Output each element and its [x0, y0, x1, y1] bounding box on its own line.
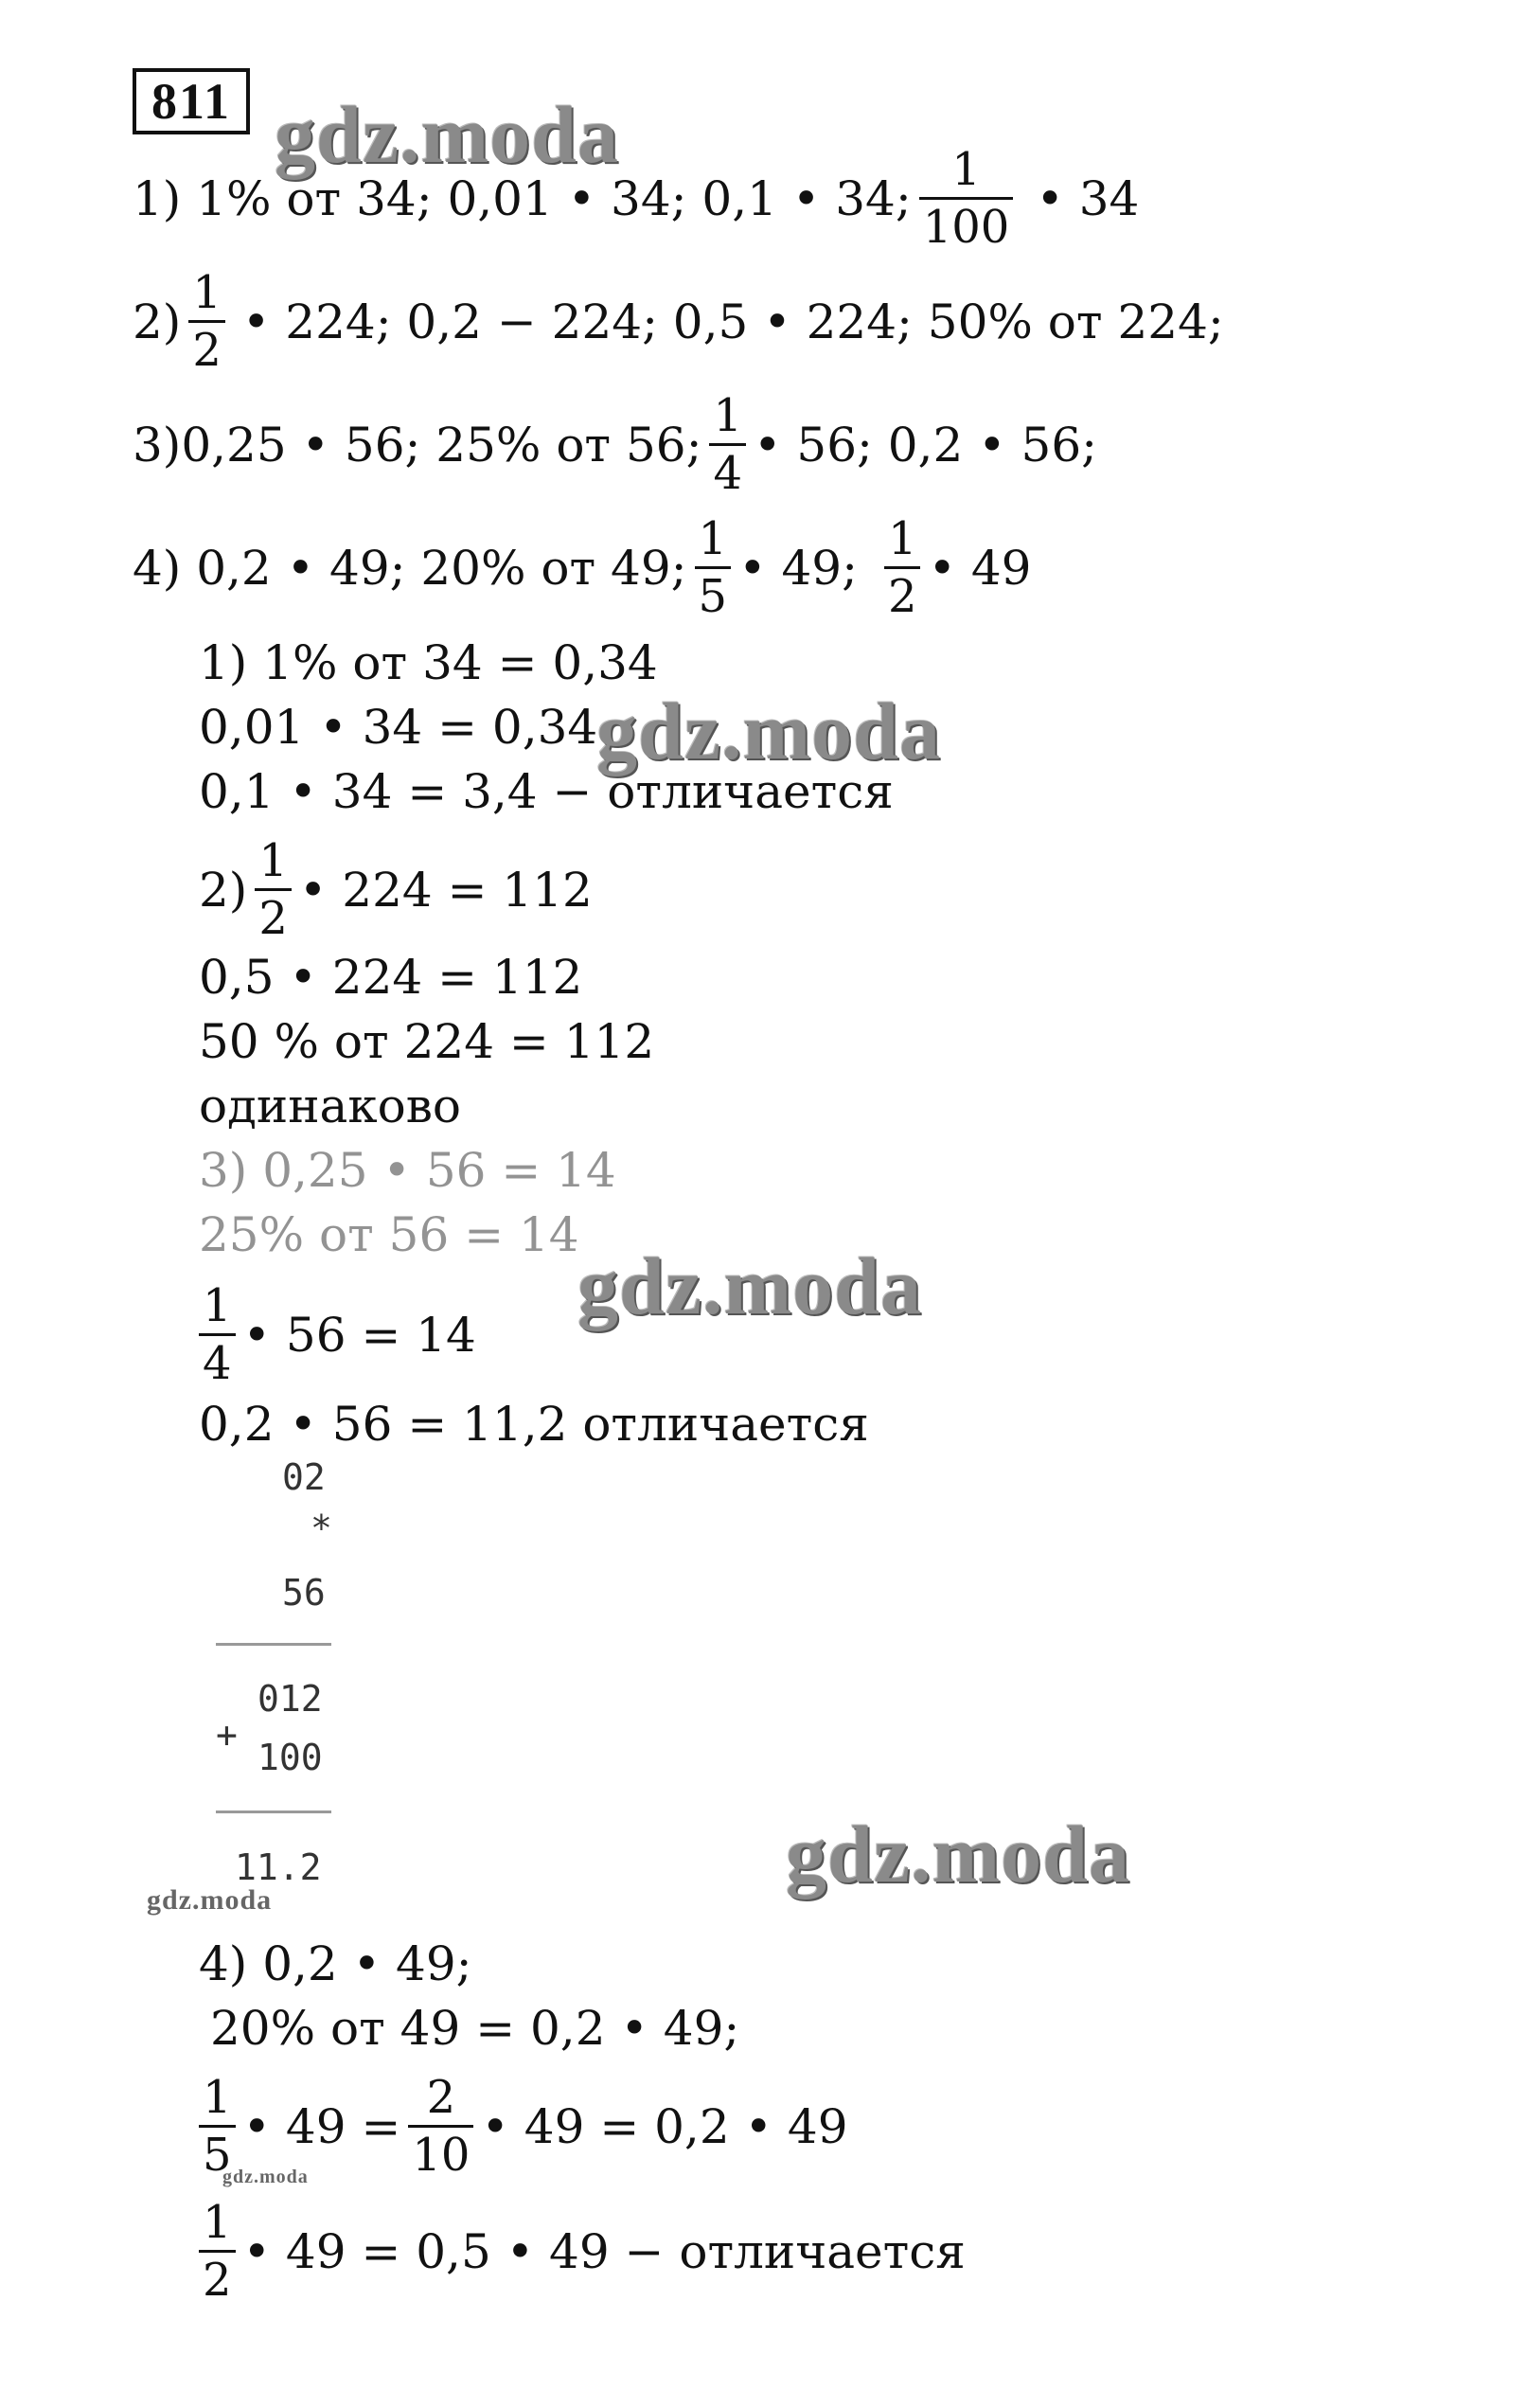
numerator: 1 [887, 512, 917, 565]
task-3-tail: • 56; 0,2 • 56; [754, 417, 1098, 473]
task-2-lead: 2) [133, 294, 182, 349]
watermark-tiny: gdz.moda [222, 2167, 309, 2187]
solution-3b: 25% от 56 = 14 [199, 1207, 579, 1262]
solution-2c: 50 % от 224 = 112 [199, 1014, 655, 1069]
fraction [709, 388, 746, 501]
numerator: 1 [203, 1279, 232, 1332]
solution-3c [199, 1278, 476, 1391]
solution-1b: 0,01 • 34 = 0,34 [199, 700, 598, 755]
fraction [255, 833, 292, 946]
task-1 [133, 142, 1139, 255]
solution-3d: 0,2 • 56 = 11,2 отличается [199, 1397, 869, 1452]
numerator: 1 [192, 266, 222, 319]
solution-1c: 0,1 • 34 = 3,4 − отличается [199, 764, 894, 819]
column-plus: + [216, 1714, 238, 1756]
fraction [199, 1278, 236, 1391]
task-3 [133, 388, 1097, 501]
solution-3a: 3) 0,25 • 56 = 14 [199, 1143, 616, 1198]
problem-number: 811 [133, 68, 250, 134]
numerator: 1 [713, 389, 742, 442]
numerator: 1 [203, 2071, 232, 2124]
numerator: 1 [203, 2196, 232, 2249]
watermark: gdz.moda [786, 1809, 1130, 1900]
solution-2a [199, 833, 593, 946]
task-4-mid: • 49; [738, 540, 858, 596]
denominator: 5 [698, 570, 728, 623]
watermark: gdz.moda [577, 1240, 922, 1331]
solution-2d: одинаково [199, 1079, 461, 1133]
solution-4c-mid: • 49 = [242, 2098, 401, 2154]
solution-2a-lead: 2) [199, 862, 248, 918]
denominator: 2 [258, 892, 288, 945]
fraction [199, 2070, 236, 2183]
column-operator: * [311, 1507, 332, 1549]
denominator: 4 [713, 447, 742, 500]
numerator: 1 [951, 143, 981, 196]
denominator: 4 [203, 1337, 232, 1390]
solution-4c-tail: • 49 = 0,2 • 49 [481, 2098, 848, 2154]
column-row-3: 56 [282, 1572, 326, 1614]
solution-4c [199, 2070, 848, 2183]
fraction [199, 2195, 236, 2308]
solution-4d [199, 2195, 966, 2308]
watermark: gdz.moda [275, 89, 619, 180]
task-1-tail: • 34 [1036, 170, 1140, 226]
task-4-tail: • 49 [928, 540, 1032, 596]
watermark: gdz.moda [596, 686, 941, 776]
task-2-tail: • 224; 0,2 − 224; 0,5 • 224; 50% от 224; [241, 294, 1224, 349]
fraction [695, 511, 732, 624]
solution-1a: 1) 1% от 34 = 0,34 [199, 635, 658, 690]
fraction [408, 2070, 473, 2183]
denominator: 2 [203, 2254, 232, 2307]
solution-2b: 0,5 • 224 = 112 [199, 950, 583, 1005]
denominator: 100 [922, 201, 1010, 254]
denominator: 2 [887, 570, 917, 623]
numerator: 1 [258, 834, 288, 887]
fraction [188, 265, 225, 378]
numerator: 2 [426, 2071, 456, 2124]
column-row-4: 012 [257, 1678, 323, 1720]
solution-4d-tail: • 49 = 0,5 • 49 − отличается [242, 2223, 966, 2279]
task-4 [133, 511, 1032, 624]
column-divider [216, 1810, 331, 1813]
denominator: 2 [192, 324, 222, 377]
column-row-5: 100 [257, 1737, 323, 1778]
solution-2a-tail: • 224 = 112 [298, 862, 593, 918]
watermark-small: gdz.moda [147, 1884, 273, 1916]
task-4-lead: 4) 0,2 • 49; 20% от 49; [133, 540, 687, 596]
task-3-lead: 3)0,25 • 56; 25% от 56; [133, 417, 702, 473]
task-2 [133, 265, 1224, 378]
solution-4b: 20% от 49 = 0,2 • 49; [210, 2001, 740, 2056]
denominator: 10 [412, 2129, 471, 2182]
column-row-1: 02 [282, 1456, 326, 1498]
numerator: 1 [698, 512, 728, 565]
task-1-lead: 1) 1% от 34; 0,01 • 34; 0,1 • 34; [133, 170, 912, 226]
column-divider [216, 1643, 331, 1646]
fraction [919, 142, 1014, 255]
solution-3c-tail: • 56 = 14 [242, 1307, 476, 1363]
fraction [884, 511, 921, 624]
column-result: 11.2 [235, 1846, 322, 1888]
solution-4a: 4) 0,2 • 49; [199, 1936, 472, 1991]
denominator: 5 [203, 2129, 232, 2182]
